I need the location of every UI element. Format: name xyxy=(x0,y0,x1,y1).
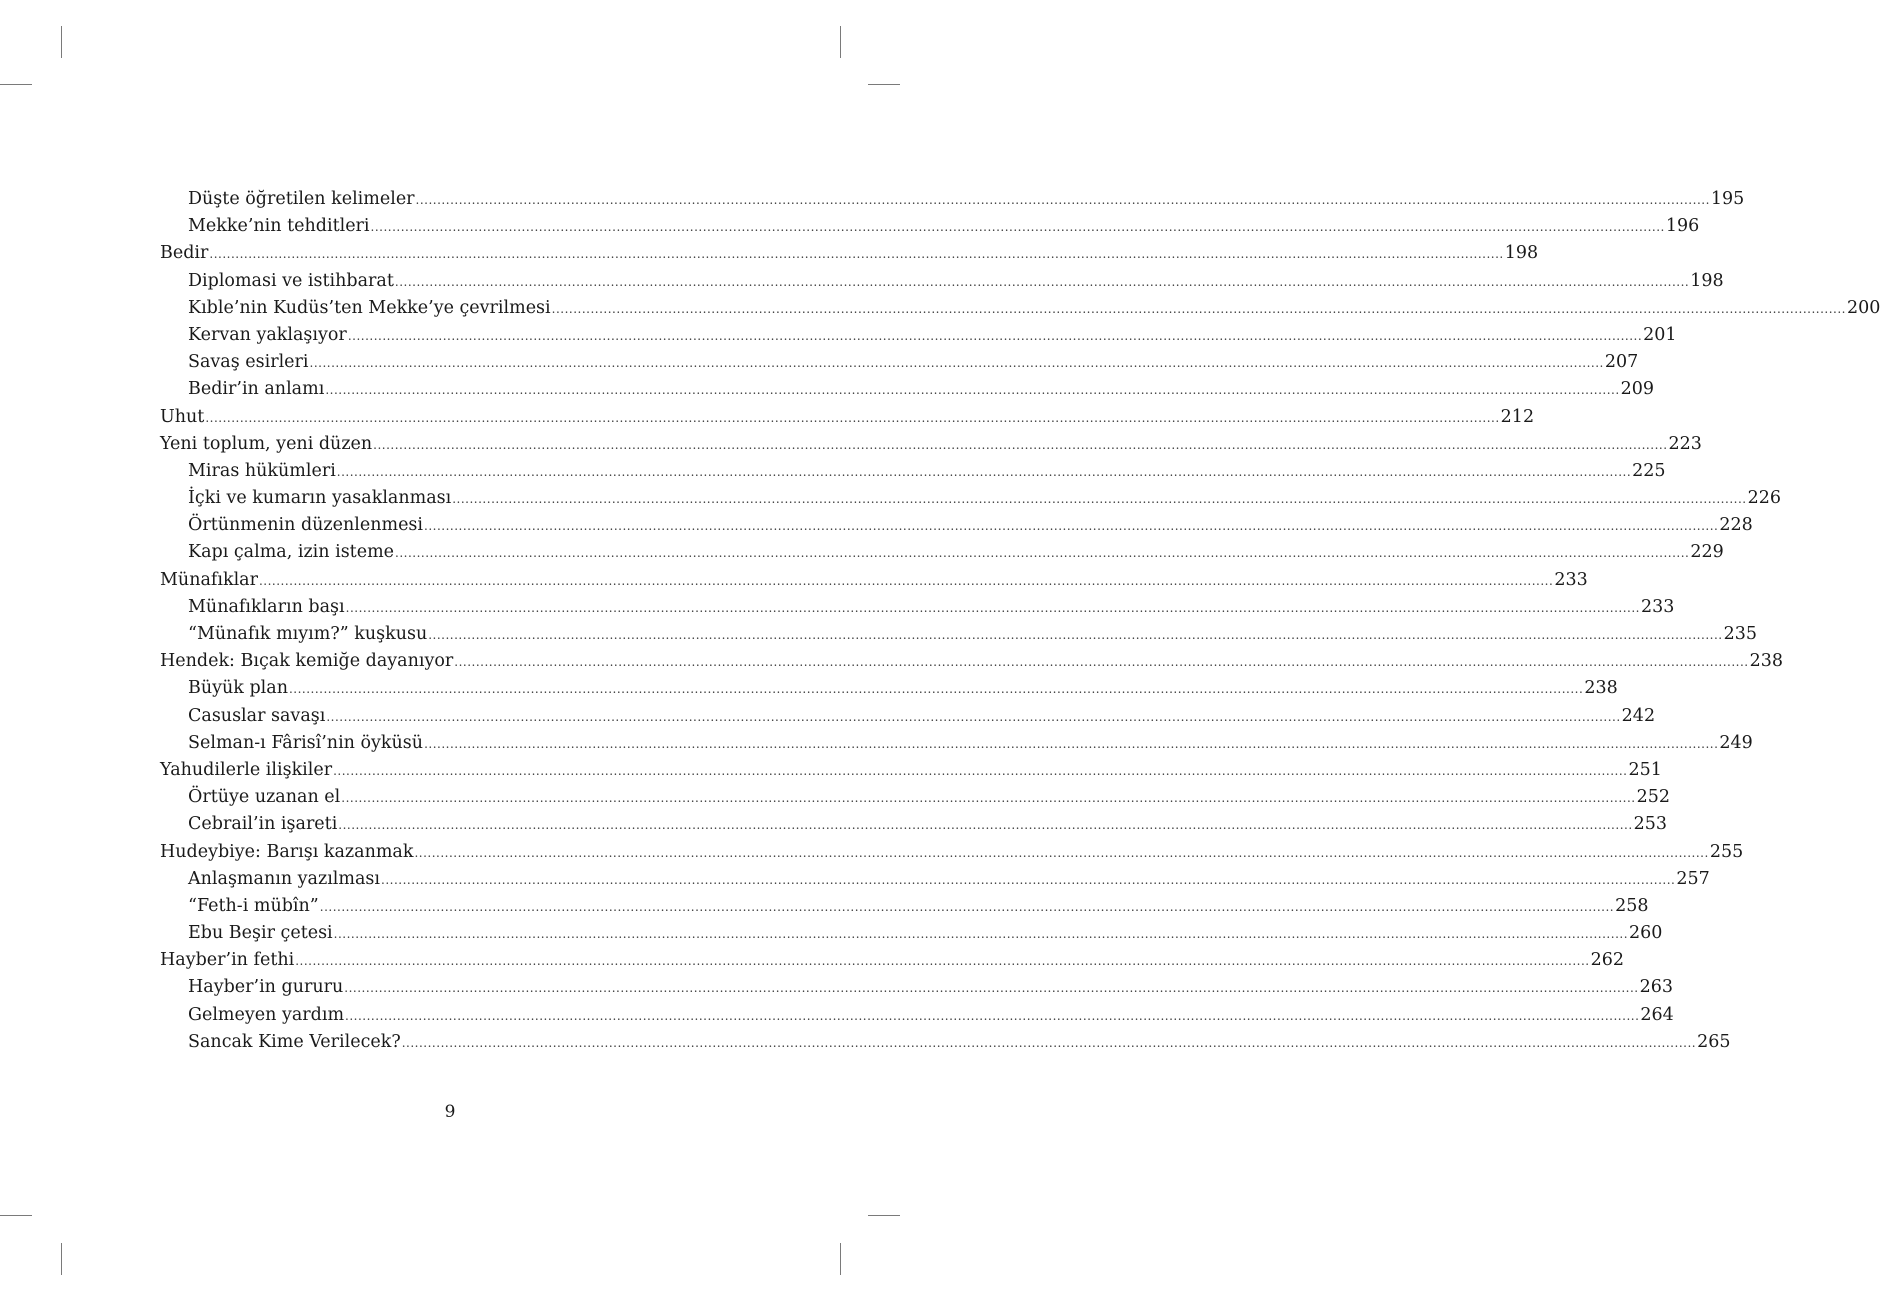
toc-entry-title: Anlaşmanın yazılması xyxy=(188,868,380,889)
toc-entry-title: Bedir xyxy=(160,243,209,264)
crop-mark xyxy=(61,1243,62,1275)
dot-leader: ............................................................................................................................................................................................................................................................................................................ xyxy=(373,437,1668,452)
dot-leader: ............................................................................................................................................................................................................................................................................................................ xyxy=(395,546,1690,561)
toc-entry-page: 253 xyxy=(1633,814,1668,835)
toc-entry-page: 225 xyxy=(1632,460,1666,481)
crop-mark xyxy=(868,84,900,85)
toc-entry-title: Kıble’nin Kudüs’ten Mekke’ye çevrilmesi xyxy=(188,297,551,318)
toc-entry-page: 195 xyxy=(1710,189,1745,209)
toc-entry xyxy=(160,404,1535,431)
toc-entry-title: Hayber’in fethi xyxy=(160,950,295,971)
toc-entry xyxy=(160,1002,1674,1029)
crop-mark xyxy=(0,1215,32,1216)
toc-entry-page: 251 xyxy=(1628,759,1662,780)
dot-leader: ............................................................................................................................................................................................................................................................................................................ xyxy=(345,1008,1640,1023)
dot-leader: ............................................................................................................................................................................................................................................................................................................ xyxy=(344,981,1639,996)
toc-entry-page: 263 xyxy=(1639,977,1673,998)
toc-entry-title: Ebu Beşir çetesi xyxy=(188,923,333,944)
toc-entry xyxy=(160,974,1673,1001)
toc-entry-title: Gelmeyen yardım xyxy=(188,1004,345,1025)
toc-entry xyxy=(160,295,1880,322)
toc-entry-title: Mekke’nin tehditleri xyxy=(188,216,370,237)
toc-entry-page: 209 xyxy=(1620,379,1655,400)
toc-entry-title: “Feth-i mübîn” xyxy=(188,895,319,916)
toc-entry-page: 242 xyxy=(1621,705,1656,726)
toc-entry xyxy=(160,648,1784,675)
toc-entry xyxy=(160,539,1724,566)
toc-entry-page: 264 xyxy=(1640,1004,1674,1025)
page-number: 9 xyxy=(444,1102,456,1122)
dot-leader: ............................................................................................................................................................................................................................................................................................................ xyxy=(333,763,1628,778)
toc-entry-title: Miras hükümleri xyxy=(188,460,336,481)
toc-entry-title: Yeni toplum, yeni düzen xyxy=(160,433,373,454)
toc-entry xyxy=(160,839,1744,866)
toc-entry-page: 201 xyxy=(1643,324,1677,345)
toc-entry-page: 200 xyxy=(1846,297,1880,318)
toc-entry-title: Kervan yaklaşıyor xyxy=(188,324,347,345)
dot-leader: ............................................................................................................................................................................................................................................................................................................ xyxy=(258,573,1554,588)
toc-entry xyxy=(160,431,1702,458)
toc-entry xyxy=(160,920,1663,947)
crop-mark xyxy=(0,84,32,85)
toc-entry-title: Büyük plan xyxy=(188,678,288,699)
toc-entry-page: 258 xyxy=(1615,895,1649,916)
toc-entry-page: 207 xyxy=(1604,352,1639,373)
toc-entry xyxy=(160,757,1662,784)
toc-entry-page: 226 xyxy=(1747,488,1781,509)
dot-leader: ............................................................................................................................................................................................................................................................................................................ xyxy=(336,464,1632,479)
toc-entry-page: 223 xyxy=(1668,433,1702,454)
toc-entry-page: 233 xyxy=(1640,596,1675,617)
toc-entry-title: Münafıklar xyxy=(160,569,258,590)
toc-entry-title: Örtünmenin düzenlenmesi xyxy=(188,515,424,536)
dot-leader: ............................................................................................................................................................................................................................................................................................................ xyxy=(325,383,1620,398)
toc-entry xyxy=(160,811,1668,838)
toc-entry-page: 262 xyxy=(1590,950,1624,971)
toc-entry-title: Sancak Kime Verilecek? xyxy=(188,1031,401,1052)
toc-entry-page: 198 xyxy=(1690,270,1724,291)
toc-entry xyxy=(160,1029,1731,1056)
dot-leader: ............................................................................................................................................................................................................................................................................................................ xyxy=(370,220,1665,235)
toc-entry-title: Hendek: Bıçak kemiğe dayanıyor xyxy=(160,651,454,672)
dot-leader: ............................................................................................................................................................................................................................................................................................................ xyxy=(424,519,1719,534)
dot-leader: ............................................................................................................................................................................................................................................................................................................ xyxy=(209,247,1504,262)
dot-leader: ............................................................................................................................................................................................................................................................................................................ xyxy=(295,954,1590,969)
toc-entry xyxy=(160,268,1724,295)
toc-entry-page: 257 xyxy=(1676,868,1710,889)
toc-entry xyxy=(160,485,1781,512)
toc-entry-title: Hudeybiye: Barışı kazanmak xyxy=(160,841,414,862)
toc-entry-title: Uhut xyxy=(160,406,205,427)
toc-entry-title: Münafıkların başı xyxy=(188,596,345,617)
toc-entry-title: Hayber’in gururu xyxy=(188,977,344,998)
dot-leader: ............................................................................................................................................................................................................................................................................................................ xyxy=(428,628,1723,642)
toc-entry xyxy=(160,349,1639,376)
toc-entry-title: Yahudilerle ilişkiler xyxy=(160,759,333,780)
dot-leader: ............................................................................................................................................................................................................................................................................................................ xyxy=(551,301,1846,316)
toc-entry xyxy=(160,567,1588,594)
toc-entry xyxy=(160,866,1710,893)
toc-entry-page: 233 xyxy=(1554,569,1588,590)
toc-entry-page: 238 xyxy=(1584,678,1618,699)
toc-entry-title: Savaş esirleri xyxy=(188,352,309,373)
toc-entry-page: 260 xyxy=(1629,923,1663,944)
toc-entry-page: 196 xyxy=(1665,216,1700,237)
dot-leader: ............................................................................................................................................................................................................................................................................................................ xyxy=(319,899,1615,914)
toc-entry xyxy=(160,730,1753,757)
dot-leader: ............................................................................................................................................................................................................................................................................................................ xyxy=(347,328,1643,343)
dot-leader: ............................................................................................................................................................................................................................................................................................................ xyxy=(424,736,1719,751)
toc-entry xyxy=(160,784,1670,811)
toc-entry-page: 265 xyxy=(1697,1031,1731,1052)
toc-entry-page: 212 xyxy=(1500,406,1535,427)
table-of-contents xyxy=(160,186,1880,1056)
toc-entry xyxy=(160,213,1700,240)
toc-entry xyxy=(160,621,1757,648)
dot-leader: ............................................................................................................................................................................................................................................................................................................ xyxy=(309,356,1604,371)
dot-leader: ............................................................................................................................................................................................................................................................................................................ xyxy=(345,600,1640,615)
toc-entry-page: 235 xyxy=(1723,624,1757,644)
dot-leader: ............................................................................................................................................................................................................................................................................................................ xyxy=(452,492,1747,507)
dot-leader: ............................................................................................................................................................................................................................................................................................................ xyxy=(381,872,1676,887)
toc-entry xyxy=(160,240,1539,267)
crop-mark xyxy=(840,1243,841,1275)
dot-leader: ............................................................................................................................................................................................................................................................................................................ xyxy=(415,193,1710,207)
toc-entry-page: 228 xyxy=(1719,515,1753,536)
crop-mark xyxy=(840,26,841,58)
toc-entry-title: Diplomasi ve istihbarat xyxy=(188,270,394,291)
dot-leader: ............................................................................................................................................................................................................................................................................................................ xyxy=(401,1035,1697,1050)
toc-entry-page: 249 xyxy=(1719,732,1753,753)
toc-entry-title: Düşte öğretilen kelimeler xyxy=(188,189,415,209)
toc-entry-page: 238 xyxy=(1749,651,1784,672)
dot-leader: ............................................................................................................................................................................................................................................................................................................ xyxy=(338,818,1633,833)
toc-entry xyxy=(160,322,1677,349)
toc-entry xyxy=(160,893,1649,920)
dot-leader: ............................................................................................................................................................................................................................................................................................................ xyxy=(414,845,1709,860)
toc-entry xyxy=(160,703,1656,730)
toc-entry-title: Casuslar savaşı xyxy=(188,705,326,726)
toc-entry-page: 198 xyxy=(1504,243,1539,264)
toc-entry xyxy=(160,675,1618,702)
dot-leader: ............................................................................................................................................................................................................................................................................................................ xyxy=(454,655,1749,670)
toc-entry xyxy=(160,512,1753,539)
toc-entry xyxy=(160,186,1745,213)
dot-leader: ............................................................................................................................................................................................................................................................................................................ xyxy=(288,682,1584,697)
toc-entry-title: “Münafık mıyım?” kuşkusu xyxy=(188,624,428,644)
toc-entry xyxy=(160,376,1655,403)
toc-entry-page: 229 xyxy=(1690,542,1724,563)
toc-entry xyxy=(160,458,1666,485)
crop-mark xyxy=(61,26,62,58)
toc-entry-title: Kapı çalma, izin isteme xyxy=(188,542,395,563)
toc-entry-title: Selman-ı Fârisî’nin öyküsü xyxy=(188,732,424,753)
dot-leader: ............................................................................................................................................................................................................................................................................................................ xyxy=(341,791,1636,806)
toc-entry xyxy=(160,947,1624,974)
toc-entry-title: Cebrail’in işareti xyxy=(188,814,338,835)
toc-entry-page: 252 xyxy=(1636,787,1670,808)
dot-leader: ............................................................................................................................................................................................................................................................................................................ xyxy=(394,274,1690,289)
dot-leader: ............................................................................................................................................................................................................................................................................................................ xyxy=(205,410,1500,425)
crop-mark xyxy=(868,1215,900,1216)
dot-leader: ............................................................................................................................................................................................................................................................................................................ xyxy=(326,709,1621,724)
dot-leader: ............................................................................................................................................................................................................................................................................................................ xyxy=(333,927,1629,942)
toc-entry-title: Bedir’in anlamı xyxy=(188,379,325,400)
toc-entry xyxy=(160,594,1675,621)
toc-entry-title: İçki ve kumarın yasaklanması xyxy=(188,488,452,509)
toc-entry-title: Örtüye uzanan el xyxy=(188,787,341,808)
toc-entry-page: 255 xyxy=(1709,841,1744,862)
